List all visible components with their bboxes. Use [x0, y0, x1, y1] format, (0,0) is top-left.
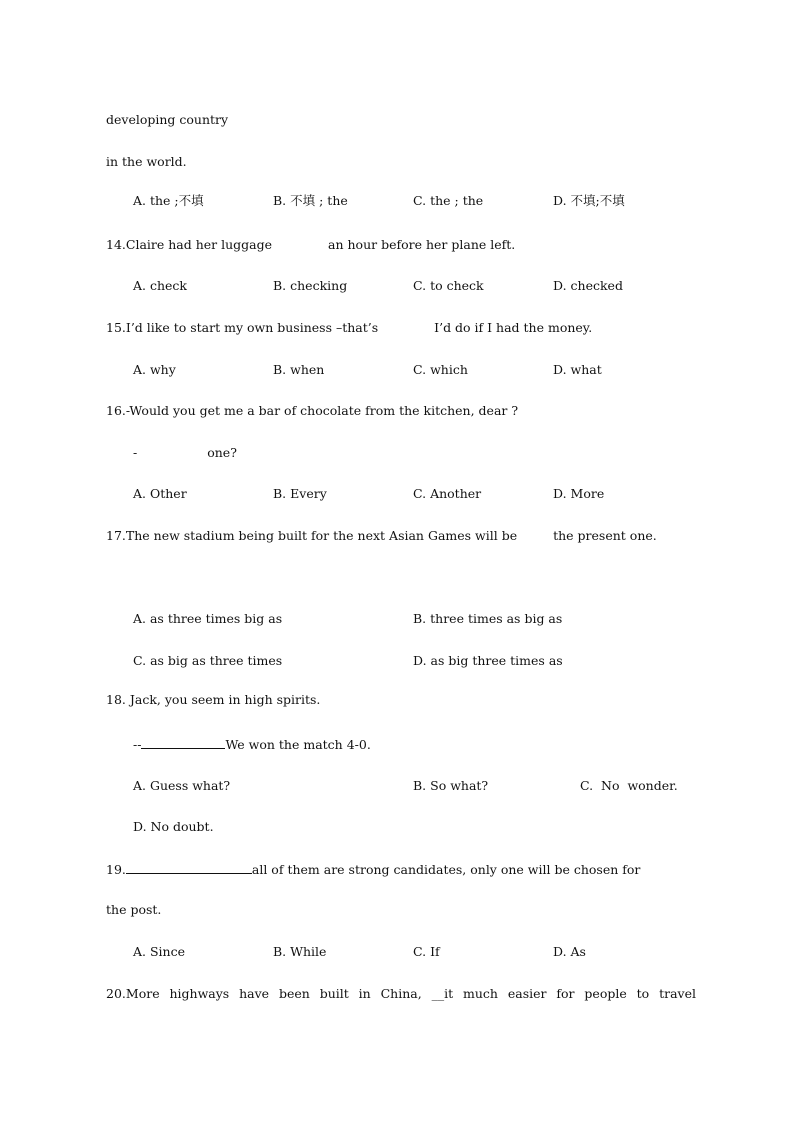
q19-text-after: all of them are strong candidates, only one will be chosen for — [251, 862, 641, 877]
q14-option-d: D. checked — [553, 278, 623, 293]
q16-line-1: -Would you get me a bar of chocolate from the kitchen, dear ? — [125, 403, 519, 418]
q13-text-line-1: developing country — [106, 112, 229, 127]
q19-option-b: B. While — [273, 944, 327, 959]
q16-dash: - — [133, 445, 138, 460]
q20-stem — [106, 986, 696, 1002]
q14-text-after: an hour before her plane left. — [328, 237, 516, 252]
q16-option-a: A. Other — [133, 486, 187, 501]
q18-option-a: A. Guess what? — [133, 778, 231, 793]
q18-option-c: C. No wonder. — [580, 778, 678, 793]
q16-number: 16. — [106, 403, 126, 418]
q15-option-a: A. why — [133, 362, 176, 377]
q19-option-d: D. As — [553, 944, 586, 959]
q15-option-b: B. when — [273, 362, 325, 377]
q18-option-d: D. No doubt. — [133, 819, 214, 834]
q18-number: 18. — [106, 692, 126, 707]
q14-option-a: A. check — [133, 278, 187, 293]
q16-option-b: B. Every — [273, 486, 327, 501]
q17-option-d: D. as big three times as — [413, 653, 563, 668]
q14-option-b: B. checking — [273, 278, 348, 293]
q20-number: 20. — [106, 986, 126, 1001]
q17-option-a: A. as three times big as — [133, 611, 283, 626]
q18-answer-line — [133, 736, 371, 753]
q16-option-d: D. More — [553, 486, 605, 501]
q14-stem — [106, 237, 515, 253]
q18-stem — [106, 692, 320, 708]
q13-option-a: A. the ;不填 — [133, 193, 204, 208]
q13-option-c: C. the ; the — [413, 193, 484, 208]
q15-option-c: C. which — [413, 362, 468, 377]
q19-option-c: C. If — [413, 944, 440, 959]
q20-text: More highways have been built in China, __it much easier for people to travel — [125, 986, 696, 1001]
q14-text-before: Claire had her luggage — [125, 237, 273, 252]
q15-text-after: I’d do if I had the money. — [434, 320, 593, 335]
q18-text-after: We won the match 4-0. — [225, 737, 371, 752]
q17-text-after: the present one. — [553, 528, 657, 543]
q13-text-line-2: in the world. — [106, 154, 187, 169]
q16-answer-line — [133, 445, 237, 461]
q15-number: 15. — [106, 320, 126, 335]
q15-option-d: D. what — [553, 362, 602, 377]
q18-dash: -- — [133, 737, 142, 752]
q15-stem — [106, 320, 592, 336]
q19-text-line-2: the post. — [106, 902, 162, 917]
q19-option-a: A. Since — [133, 944, 185, 959]
q19-stem — [106, 861, 640, 878]
q17-option-b: B. three times as big as — [413, 611, 563, 626]
q19-number: 19. — [106, 862, 126, 877]
q19-blank — [126, 861, 252, 874]
q13-option-d: D. 不填;不填 — [553, 193, 625, 208]
q17-option-c: C. as big as three times — [133, 653, 283, 668]
q18-option-b: B. So what? — [413, 778, 489, 793]
q17-stem — [106, 528, 657, 544]
q16-text-after: one? — [207, 445, 237, 460]
q18-blank — [141, 736, 225, 749]
q13-option-b: B. 不填 ; the — [273, 193, 348, 208]
q17-text-before: The new stadium being built for the next Asian Games will be — [125, 528, 518, 543]
q17-number: 17. — [106, 528, 126, 543]
q14-option-c: C. to check — [413, 278, 484, 293]
q18-line-1: Jack, you seem in high spirits. — [129, 692, 321, 707]
q15-text-before: I’d like to start my own business –that’s — [125, 320, 379, 335]
q14-number: 14. — [106, 237, 126, 252]
q16-stem — [106, 403, 518, 419]
q16-option-c: C. Another — [413, 486, 482, 501]
